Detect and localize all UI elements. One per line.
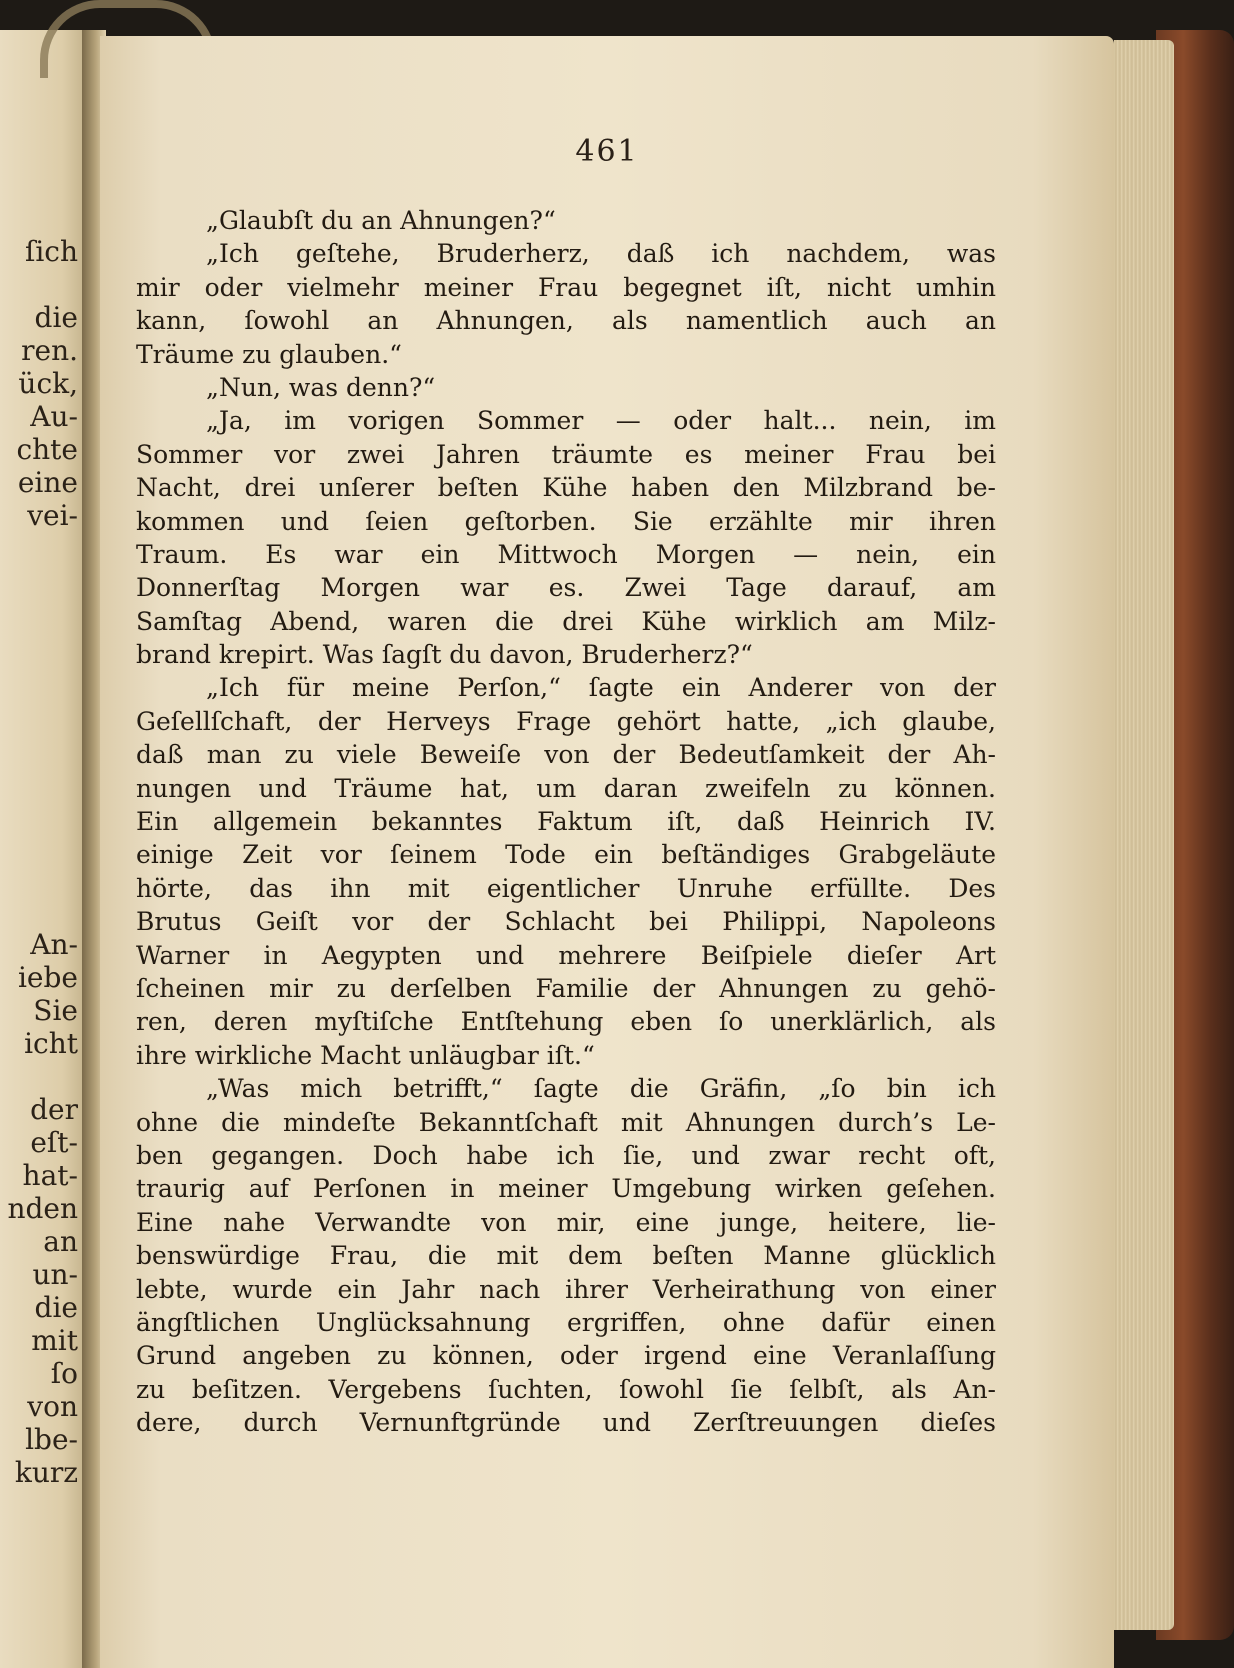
left-fragment [0,730,78,763]
text-line: Geſellſchaft, der Herveys Frage gehört hatte, „ich glaube, [136,706,996,736]
left-fragment: kurz [14,1456,78,1489]
left-fragment: eine [17,466,78,499]
text-line: Samſtag Abend, waren die drei Kühe wirklich am Milz- [136,606,996,636]
left-fragment: chte [16,433,78,466]
left-fragment: hat- [22,1159,78,1192]
left-fragment [0,796,78,829]
text-line: kommen und ſeien geſtorben. Sie erzählte mir ihren [136,506,996,536]
left-fragment: An- [30,928,78,961]
text-line: daß man zu viele Beweiſe von der Bedeutſamkeit der Ah- [136,740,996,770]
text-line: Eine nahe Verwandte von mir, eine junge, heitere, lie- [136,1207,996,1237]
text-line: Nacht, drei unſerer beſten Kühe haben den Milzbrand be- [136,473,996,503]
left-fragment [0,598,78,631]
left-fragment: iebe [17,961,78,994]
text-line: Sommer vor zwei Jahren träumte es meiner Frau bei [136,439,996,469]
text-line: „Nun, was denn?“ [206,372,436,402]
left-fragment: eſt- [30,1126,78,1159]
left-fragment: die [34,1291,78,1324]
left-page [0,30,90,1668]
left-fragment [0,565,78,598]
text-line: ängſtlichen Unglücksahnung ergriffen, ohne dafür einen [136,1307,996,1337]
left-fragment: ück, [18,367,78,400]
text-line: benswürdige Frau, die mit dem beſten Manne glücklich [136,1241,996,1271]
left-fragment [0,895,78,928]
left-fragment: von [27,1390,78,1423]
text-line: ohne die mindeſte Bekanntſchaft mit Ahnungen durch’s Le- [136,1107,996,1137]
text-line: Donnerſtag Morgen war es. Zwei Tage darauf, am [136,573,996,603]
text-line: „Ich geſtehe, Bruderherz, daß ich nachdem, was [206,239,996,269]
text-line: einige Zeit vor ſeinem Tode ein beſtändiges Grabgeläute [136,840,996,870]
text-line: brand krepirt. Was ſagſt du davon, Bruderherz?“ [136,640,753,670]
left-fragment [0,631,78,664]
text-line: dere, durch Vernunftgründe und Zerſtreuungen dieſes [136,1408,996,1438]
left-fragment: icht [24,1027,78,1060]
text-line: ihre wirkliche Macht unläugbar iſt.“ [136,1040,595,1070]
text-line: Traum. Es war ein Mittwoch Morgen — nein, ein [136,539,996,569]
text-line: „Glaubſt du an Ahnungen?“ [206,206,556,235]
right-page [100,36,1114,1668]
page-number: 461 [575,134,639,169]
left-fragment: an [43,1225,78,1258]
text-line: „Ja, im vorigen Sommer — oder halt... nein, im [206,406,996,436]
text-line: Brutus Geiſt vor der Schlacht bei Philippi, Napoleons [136,907,996,937]
text-line: Warner in Aegypten und mehrere Beiſpiele dieſer Art [136,940,996,970]
text-line: zu beſitzen. Vergebens ſuchten, ſowohl ſie ſelbſt, als An- [136,1374,996,1404]
left-fragment: Sie [33,994,78,1027]
text-line: ſcheinen mir zu derſelben Familie der Ahnungen zu gehö- [136,973,996,1003]
text-line: mir oder vielmehr meiner Frau begegnet iſt, nicht umhin [136,272,996,302]
left-fragment [0,664,78,697]
text-line: ren, deren myſtiſche Entſtehung eben ſo unerklärlich, als [136,1007,996,1037]
left-fragment [0,268,78,301]
page-stack-edge [1114,40,1174,1630]
text-line: kann, ſowohl an Ahnungen, als namentlich auch an [136,306,996,336]
left-fragment: Au- [30,400,78,433]
left-fragment: un- [32,1258,78,1291]
left-page-text-fragments [0,235,78,1489]
left-fragment: nden [7,1192,78,1225]
text-line: nungen und Träume hat, um daran zweifeln zu können. [136,773,996,803]
text-line: lebte, wurde ein Jahr nach ihrer Verheirathung von einer [136,1274,996,1304]
text-line: „Ich für meine Perſon,“ ſagte ein Anderer von der [206,673,996,703]
left-fragment [0,697,78,730]
left-fragment: lbe- [25,1423,78,1456]
left-fragment [0,1060,78,1093]
left-fragment [0,532,78,565]
text-line: traurig auf Perſonen in meiner Umgebung wirken geſehen. [136,1174,996,1204]
left-fragment: ſo [50,1357,78,1390]
left-fragment: die [34,301,78,334]
text-line: hörte, das ihn mit eigentlicher Unruhe erfüllte. Des [136,873,996,903]
text-line: Träume zu glauben.“ [136,339,402,369]
left-fragment: der [30,1093,78,1126]
text-line: Grund angeben zu können, oder irgend eine Veranlaſſung [136,1341,996,1371]
page-body-text [136,204,996,1439]
left-fragment: ren. [21,334,78,367]
text-line: „Was mich betrifft,“ ſagte die Gräfin, „ſo bin ich [206,1074,996,1104]
left-fragment [0,829,78,862]
left-fragment: mit [31,1324,78,1357]
text-line: Ein allgemein bekanntes Faktum iſt, daß Heinrich IV. [136,807,996,837]
left-fragment: vei- [27,499,78,532]
left-fragment [0,763,78,796]
left-fragment: ſich [24,235,78,268]
text-line: ben gegangen. Doch habe ich ſie, und zwar recht oft, [136,1140,996,1170]
left-fragment [0,862,78,895]
